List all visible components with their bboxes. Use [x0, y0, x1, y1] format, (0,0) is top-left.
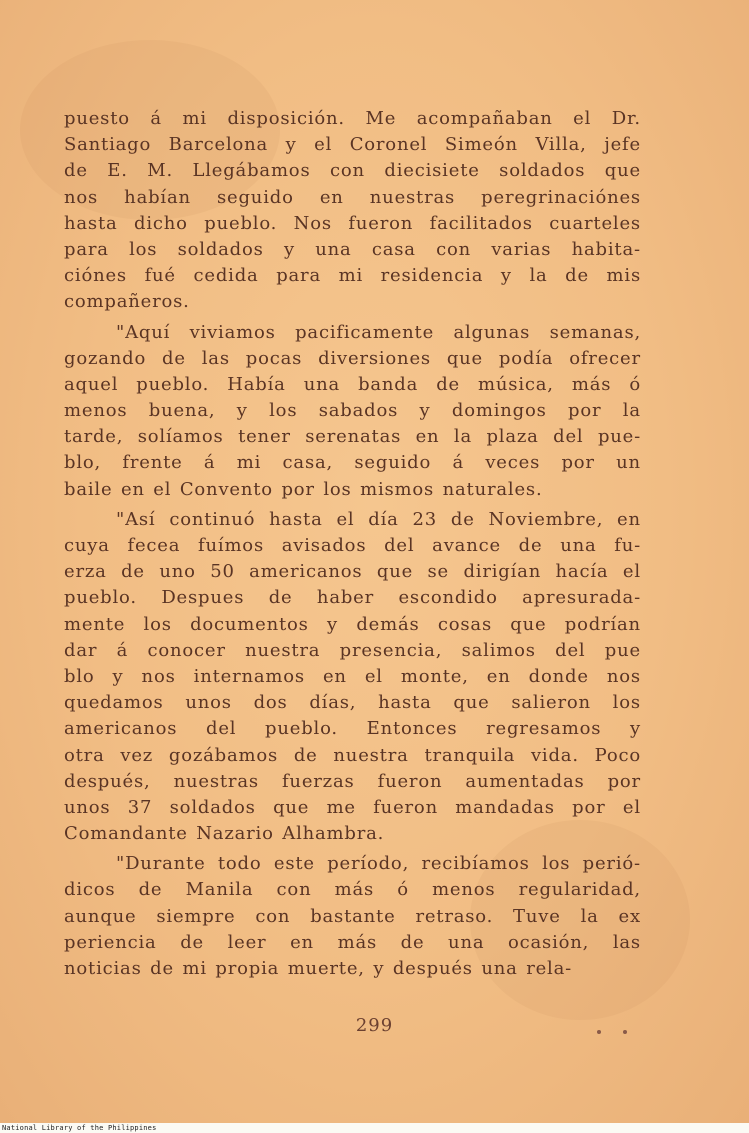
text-line: de E. M. Llegábamos con diecisiete soldados que — [64, 160, 641, 182]
text-line: periencia de leer en más de una ocasión, las — [64, 931, 641, 953]
paragraph — [64, 320, 641, 503]
text-line: "Durante todo este período, recibíamos los perió- — [116, 853, 641, 875]
text-line: noticias de mi propia muerte, y después una rela- — [64, 958, 573, 979]
text-line: tarde, solíamos tener serenatas en la plaza del pue- — [64, 426, 641, 448]
paragraph — [64, 507, 641, 847]
text-line: unos 37 soldados que me fueron mandadas por el — [64, 796, 641, 818]
text-line: después, nuestras fuerzas fueron aumentadas por — [64, 770, 641, 792]
text-line: pueblo. Despues de haber escondido apresurada- — [64, 587, 641, 609]
decorative-dots — [593, 1030, 635, 1038]
text-line: aquel pueblo. Había una banda de música, más ó — [64, 373, 641, 395]
text-line: hasta dicho pueblo. Nos fueron facilitados cuarteles — [64, 212, 641, 234]
text-line: blo y nos internamos en el monte, en donde nos — [64, 665, 641, 687]
text-line: dar á conocer nuestra presencia, salimos del pue — [64, 639, 641, 661]
text-line: aunque siempre con bastante retraso. Tuve la ex — [64, 905, 641, 927]
text-line: "Aquí viviamos pacificamente algunas semanas, — [116, 321, 641, 343]
text-line: mente los documentos y demás cosas que podrían — [64, 613, 641, 635]
text-line: Comandante Nazario Alhambra. — [64, 823, 385, 845]
body-text — [64, 106, 641, 982]
text-line: quedamos unos dos días, hasta que salieron los — [64, 692, 641, 714]
text-line: menos buena, y los sabados y domingos por la — [64, 400, 641, 422]
text-line: compañeros. — [64, 291, 190, 313]
footer-credit: National Library of the Philippines — [2, 1124, 157, 1132]
text-line: cuya fecea fuímos avisados del avance de una fu- — [64, 535, 641, 556]
text-line: para los soldados y una casa con varias habita- — [64, 238, 641, 260]
text-line: blo, frente á mi casa, seguido á veces por un — [64, 452, 641, 474]
text-line: baile en el Convento por los mismos naturales. — [64, 478, 543, 500]
text-line: erza de uno 50 americanos que se dirigían hacía el — [64, 561, 641, 583]
text-line: Santiago Barcelona y el Coronel Simeón Villa, jefe — [64, 134, 641, 156]
text-line: puesto á mi disposición. Me acompañaban el Dr. — [64, 108, 641, 129]
paragraph — [64, 851, 641, 982]
page-number: 299 — [355, 1015, 394, 1036]
text-line: nos habían seguido en nuestras peregrinaciónes — [64, 186, 641, 208]
text-line: gozando de las pocas diversiones que podía ofrecer — [64, 347, 641, 369]
text-line: "Así continuó hasta el día 23 de Noviembre, en — [116, 508, 641, 530]
text-line: otra vez gozábamos de nuestra tranquila vida. Poco — [64, 744, 641, 766]
text-line: americanos del pueblo. Entonces regresamos y — [64, 718, 641, 740]
text-line: dicos de Manila con más ó menos regularidad, — [64, 879, 641, 901]
text-line: ciónes fué cedida para mi residencia y la de mis — [64, 265, 641, 287]
paragraph — [64, 106, 641, 316]
